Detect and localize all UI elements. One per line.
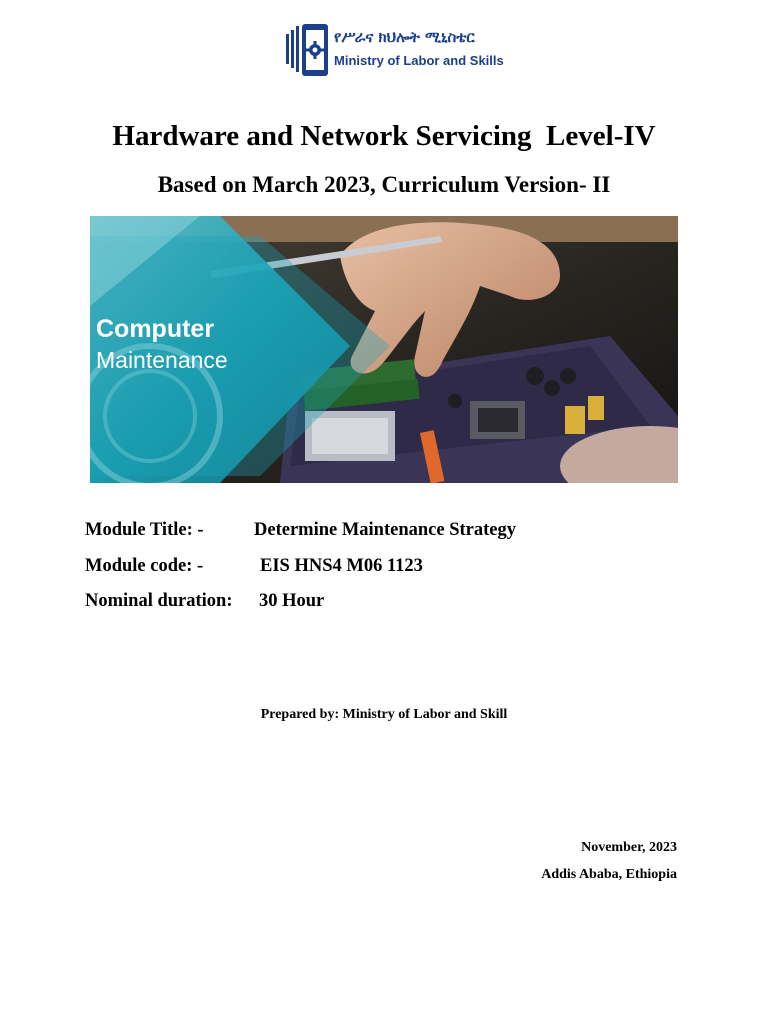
module-title-value: Determine Maintenance Strategy [254, 520, 516, 540]
cover-banner-image [90, 216, 678, 483]
ministry-logo-icon [284, 22, 332, 78]
module-title-label: Module Title: - [85, 520, 204, 540]
publication-place: Addis Ababa, Ethiopia [541, 867, 677, 882]
logo-amharic-text: የሥራና ክህሎት ሚኒስቴር [334, 28, 475, 46]
document-subtitle: Based on March 2023, Curriculum Version- II [157, 172, 611, 197]
logo-english-text: Ministry of Labor and Skills [334, 53, 504, 68]
prepared-by: Prepared by: Ministry of Labor and Skill [260, 707, 508, 722]
ministry-logo [284, 22, 504, 78]
publication-date: November, 2023 [581, 840, 677, 855]
banner-title-computer: Computer [96, 315, 215, 343]
banner-title-maintenance: Maintenance [96, 347, 228, 373]
module-code-value: EIS HNS4 M06 1123 [260, 556, 423, 576]
nominal-duration-label: Nominal duration: [85, 591, 233, 611]
nominal-duration-value: 30 Hour [259, 591, 325, 611]
module-code-label: Module code: - [85, 556, 204, 576]
document-title: Hardware and Network Servicing Level-IV [112, 120, 656, 152]
